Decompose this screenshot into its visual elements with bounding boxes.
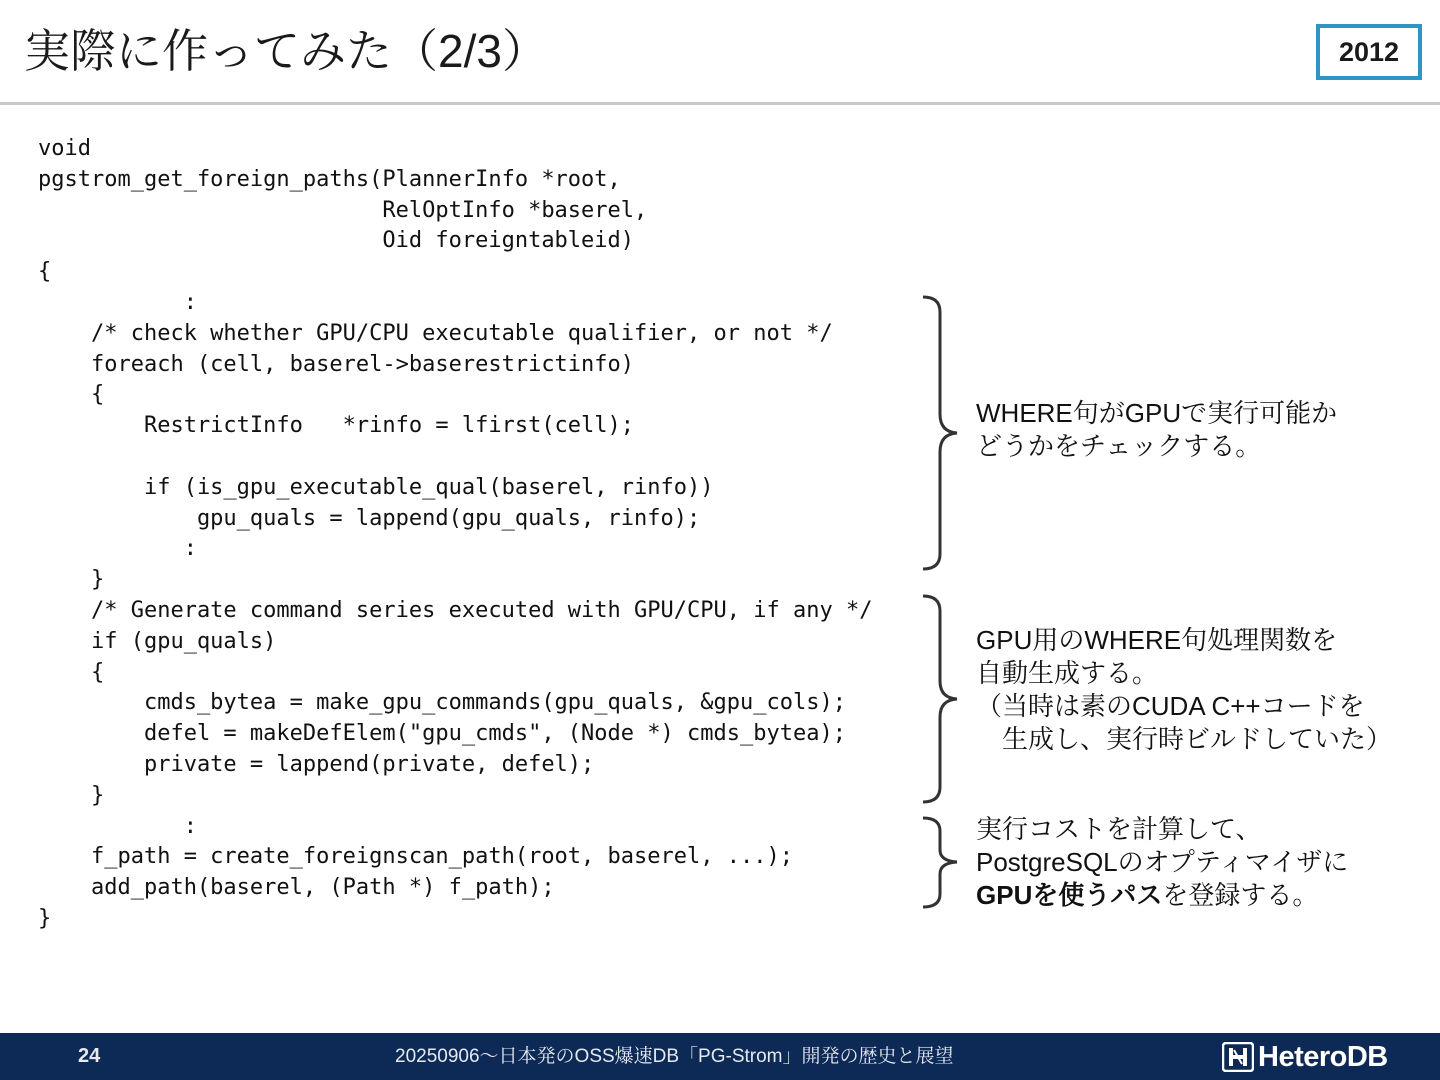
code-line: if (is_gpu_executable_qual(baserel, rinfo)) xyxy=(38,474,714,500)
logo-text: HeteroDB xyxy=(1258,1040,1388,1073)
slide-title: 実際に作ってみた（2/3） xyxy=(24,25,548,77)
note-check xyxy=(976,397,1337,463)
note-line: 自動生成する。 xyxy=(976,658,1159,688)
note-emphasis: GPUを使うパス xyxy=(976,880,1163,910)
code-line: /* Generate command series executed with GPU/CPU, if any */ xyxy=(38,597,873,623)
code-line: pgstrom_get_foreign_paths(PlannerInfo *root, xyxy=(38,166,621,192)
note-generate xyxy=(976,624,1392,756)
note-line: PostgreSQLのオプティマイザに xyxy=(976,847,1349,877)
code-line: } xyxy=(38,567,105,593)
code-line: cmds_bytea = make_gpu_commands(gpu_quals, &gpu_cols); xyxy=(38,690,846,716)
title-divider xyxy=(0,102,1440,105)
code-line: defel = makeDefElem("gpu_cmds", (Node *) cmds_bytea); xyxy=(38,721,846,747)
year-badge: 2012 xyxy=(1316,24,1422,80)
footer-title: 20250906～日本発のOSS爆速DB「PG-Strom」開発の歴史と展望 xyxy=(395,1046,954,1067)
code-line xyxy=(38,442,872,473)
code-line: /* check whether GPU/CPU executable qualifier, or not */ xyxy=(38,320,833,346)
code-block xyxy=(38,134,872,935)
code-line: gpu_quals = lappend(gpu_quals, rinfo); xyxy=(38,505,701,531)
code-line: } xyxy=(38,782,105,808)
note-text: を登録する。 xyxy=(1162,880,1319,910)
code-line: RestrictInfo *rinfo = lfirst(cell); xyxy=(38,413,635,439)
code-line: void xyxy=(38,136,91,161)
note-line: どうかをチェックする。 xyxy=(976,431,1262,461)
code-line: f_path = create_foreignscan_path(root, baserel, ...); xyxy=(38,844,793,870)
code-line: foreach (cell, baserel->baserestrictinfo) xyxy=(38,351,635,377)
code-line: : xyxy=(38,813,197,839)
code-line: Oid foreigntableid) xyxy=(38,228,635,254)
code-line: { xyxy=(38,659,105,685)
brace-register xyxy=(915,815,965,910)
code-line: add_path(baserel, (Path *) f_path); xyxy=(38,875,555,901)
brace-check xyxy=(915,294,965,572)
code-line: private = lappend(private, defel); xyxy=(38,751,595,777)
code-line: } xyxy=(38,905,52,931)
code-line: if (gpu_quals) xyxy=(38,628,277,654)
brace-generate xyxy=(915,593,965,805)
code-line: : xyxy=(38,289,197,315)
code-line: : xyxy=(38,536,197,562)
note-line: 生成し、実行時ビルドしていた） xyxy=(976,724,1393,754)
note-register xyxy=(976,813,1348,912)
heterodb-logo-icon xyxy=(1222,1042,1254,1072)
page-number: 24 xyxy=(78,1045,101,1067)
code-line: { xyxy=(38,382,105,408)
note-line xyxy=(976,879,1348,912)
footer-bar xyxy=(0,1033,1440,1080)
note-line: （当時は素のCUDA C++コードを xyxy=(976,691,1365,721)
note-line: GPU用のWHERE句処理関数を xyxy=(976,625,1338,655)
note-line: WHERE句がGPUで実行可能か xyxy=(976,398,1338,428)
code-line: { xyxy=(38,259,52,285)
code-line: RelOptInfo *baserel, xyxy=(38,197,648,223)
note-line: 実行コストを計算して、 xyxy=(976,814,1262,844)
heterodb-logo xyxy=(1222,1041,1388,1073)
